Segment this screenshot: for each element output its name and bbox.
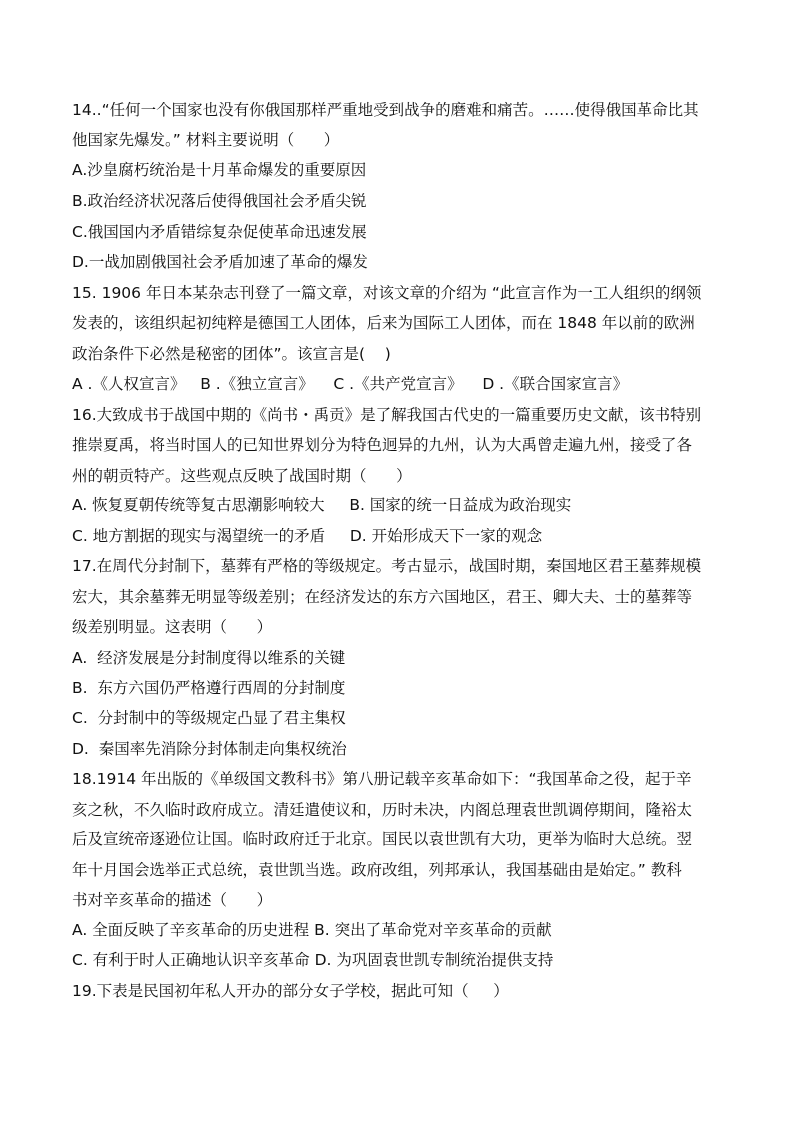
- q14-stem-line-2: 他国家先爆发。” 材料主要说明（ ）: [72, 131, 340, 149]
- q17-stem-line-3: 级差别明显。这表明（ ）: [72, 618, 273, 636]
- q18-stem-line-1: 18.1914 年出版的《单级国文教科书》第八册记载辛亥革命如下：“我国革命之役，起于辛: [72, 770, 692, 788]
- q14-option-c: C.俄国国内矛盾错综复杂促使革命迅速发展: [72, 223, 367, 241]
- q17-option-c: C. 分封制中的等级规定凸显了君主集权: [72, 709, 346, 727]
- q18-stem-line-3: 后及宣统帝逐逊位让国。临时政府迁于北京。国民以袁世凯有大功，更举为临时大总统。翌: [72, 830, 693, 848]
- q17-option-a: A. 经济发展是分封制度得以维系的关键: [72, 649, 346, 667]
- q17-option-d: D. 秦国率先消除分封体制走向集权统治: [72, 740, 347, 758]
- q19-stem: 19.下表是民国初年私人开办的部分女子学校，据此可知（ ）: [72, 982, 509, 1000]
- q18-options-ab: A. 全面反映了辛亥革命的历史进程 B. 突出了革命党对辛亥革命的贡献: [72, 921, 552, 939]
- q16-stem-line-2: 推崇夏禹，将当时国人的已知世界划分为特色迥异的九州，认为大禹曾走遍九州，接受了各: [72, 436, 693, 454]
- q15-stem-line-1: 15. 1906 年日本某杂志刊登了一篇文章，对该文章的介绍为 “此宣言作为一工人组织的纲领: [72, 284, 702, 302]
- q18-options-cd: C. 有利于时人正确地认识辛亥革命 D. 为巩固袁世凯专制统治提供支持: [72, 951, 554, 969]
- q15-options: A .《人权宣言》 B .《独立宣言》 C .《共产党宣言》 D .《联合国家宣言》: [72, 375, 629, 393]
- q14-option-d: D.一战加剧俄国社会矛盾加速了革命的爆发: [72, 253, 368, 271]
- q16-stem-line-3: 州的朝贡特产。这些观点反映了战国时期（ ）: [72, 467, 412, 485]
- q14-stem-line-1: 14..“任何一个国家也没有你俄国那样严重地受到战争的磨难和痛苦。……使得俄国革命比其: [72, 101, 699, 119]
- q17-stem-line-1: 17.在周代分封制下，墓葬有严格的等级规定。考古显示，战国时期，秦国地区君王墓葬规模: [72, 557, 702, 575]
- q18-stem-line-4: 年十月国会选举正式总统，袁世凯当选。政府改组，列邦承认，我国基础由是始定。” 教科: [72, 861, 682, 879]
- q18-stem-line-5: 书对辛亥革命的描述（ ）: [72, 891, 273, 909]
- q15-stem-line-2: 发表的，该组织起初纯粹是德国工人团体，后来为国际工人团体，而在 1848 年以前的欧洲: [72, 314, 695, 332]
- q16-options-ab: A. 恢复夏朝传统等复古思潮影响较大 B. 国家的统一日益成为政治现实: [72, 496, 572, 514]
- q17-option-b: B. 东方六国仍严格遵行西周的分封制度: [72, 679, 346, 697]
- q14-option-b: B.政治经济状况落后使得俄国社会矛盾尖锐: [72, 192, 367, 210]
- q17-stem-line-2: 宏大，其余墓葬无明显等级差别；在经济发达的东方六国地区，君王、卿大夫、士的墓葬等: [72, 588, 693, 606]
- q15-stem-line-3: 政治条件下必然是秘密的团体”。该宣言是( ): [72, 345, 391, 363]
- q18-stem-line-2: 亥之秋，不久临时政府成立。清廷遣使议和，历时未决，内阁总理袁世凯调停期间，隆裕太: [72, 801, 693, 819]
- q16-stem-line-1: 16.大致成书于战国中期的《尚书・禹贡》是了解我国古代史的一篇重要历史文献，该书特别: [72, 406, 702, 424]
- q14-option-a: A.沙皇腐朽统治是十月革命爆发的重要原因: [72, 161, 367, 179]
- q16-options-cd: C. 地方割据的现实与渴望统一的矛盾 D. 开始形成天下一家的观念: [72, 527, 543, 545]
